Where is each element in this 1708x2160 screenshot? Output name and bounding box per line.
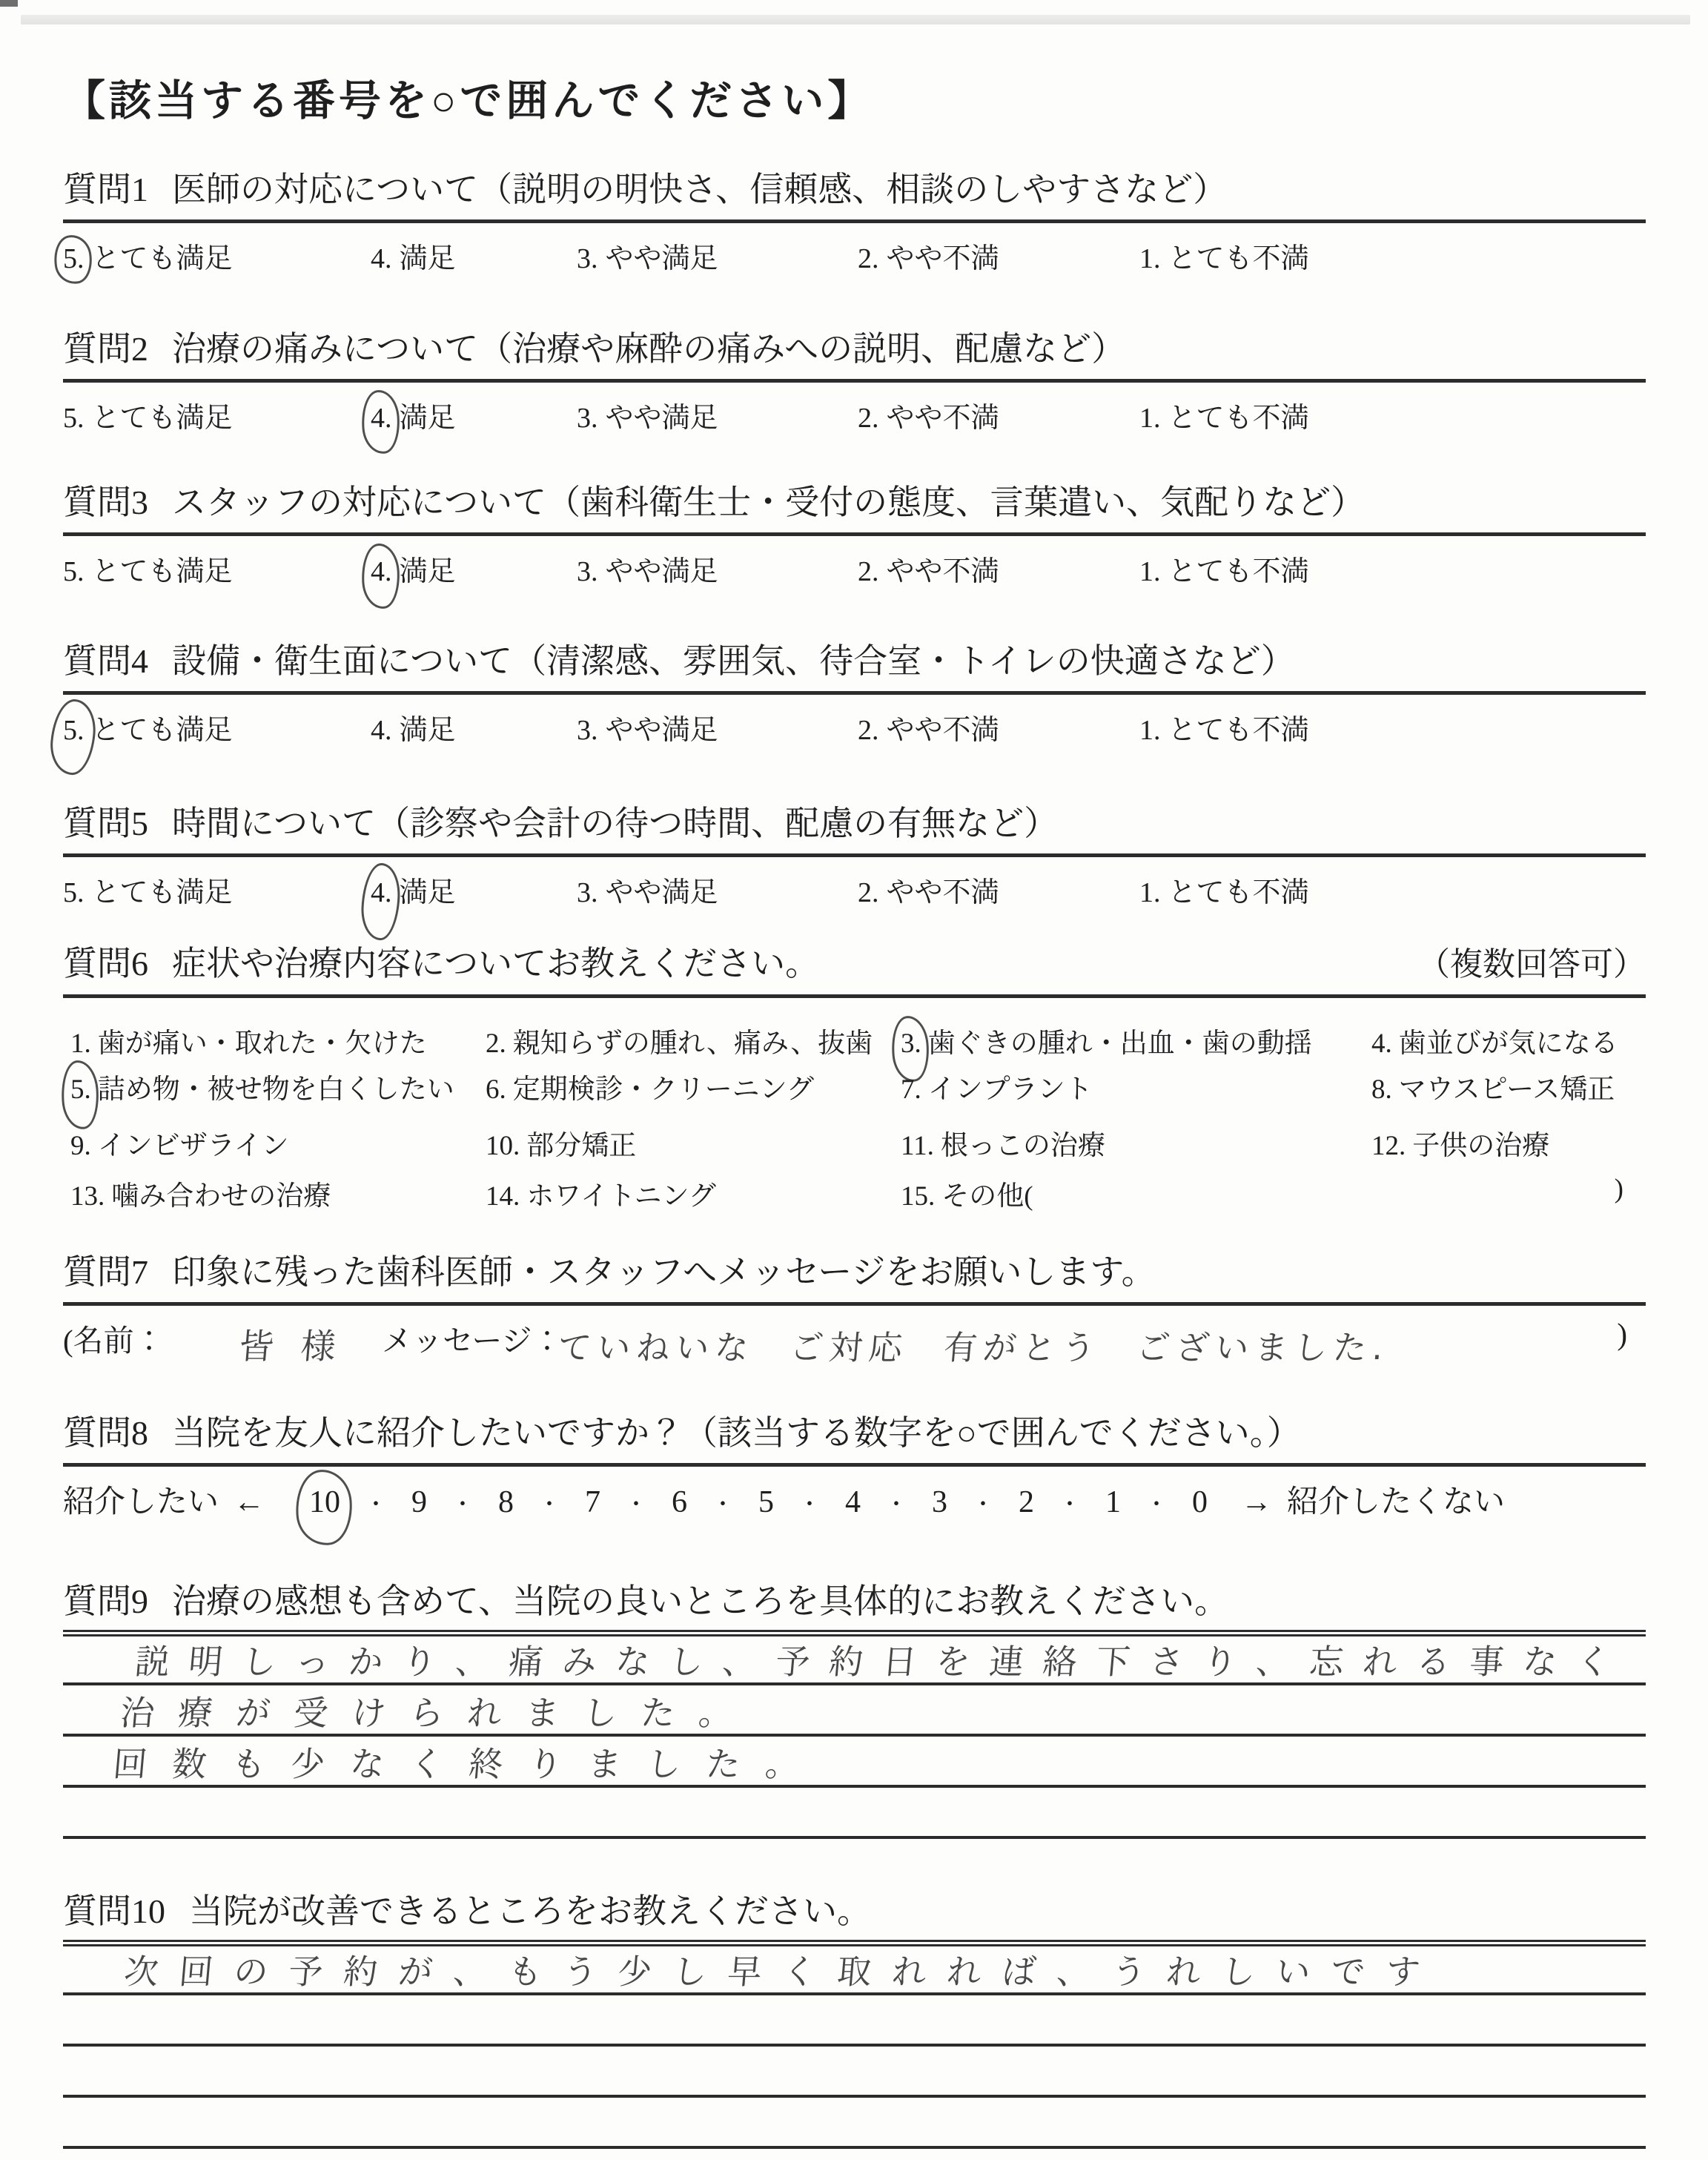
q3-option-1-number: 1.: [1139, 556, 1161, 587]
question-4-label: 質問4: [63, 642, 148, 680]
q3-option-2-number: 2.: [858, 556, 879, 587]
q6-option-1-number: 1.: [70, 1028, 91, 1059]
q2-option-5-label: とても満足: [91, 403, 233, 434]
q3-option-2: [858, 548, 999, 589]
q6-option-15-label: その他(: [941, 1181, 1033, 1212]
q8-separator-dot: ・: [712, 1493, 735, 1517]
q6-option-7-label: インプラント: [927, 1074, 1093, 1105]
q6-option-4: [1371, 1020, 1618, 1060]
q6-other-close-paren: ): [1614, 1174, 1623, 1204]
q6-option-2-number: 2.: [486, 1028, 506, 1059]
q8-separator-dot: ・: [365, 1493, 388, 1517]
q8-right-label: 紹介したくない: [1287, 1485, 1506, 1519]
q6-option-9-number: 9.: [70, 1131, 91, 1161]
question-1: [63, 169, 1646, 288]
q5-option-1: [1139, 869, 1309, 910]
q6-option-14-number: 14.: [486, 1181, 520, 1212]
question-5: [63, 803, 1646, 929]
q4-option-3-number: 3.: [577, 715, 598, 746]
q5-option-5-label: とても満足: [91, 877, 233, 908]
question-6-options: [63, 1020, 1646, 1228]
q9-answer-line-1: [63, 1636, 1646, 1685]
q3-option-5: [63, 548, 233, 589]
q6-option-5-number: 5.: [70, 1074, 91, 1105]
q3-option-3-number: 3.: [577, 556, 598, 587]
question-3: [63, 482, 1646, 601]
q2-option-3-label: やや満足: [605, 403, 718, 434]
question-4-topic: 設備・衛生面について（清潔感、雰囲気、待合室・トイレの快適さなど）: [172, 642, 1295, 680]
q3-option-5-label: とても満足: [91, 556, 233, 587]
q1-option-1-number: 1.: [1139, 243, 1161, 274]
q7-message-handwritten: ていねいな ご対応 有がとう ございました.: [556, 1328, 1391, 1367]
q1-option-4-label: 満足: [399, 243, 456, 274]
question-2-label: 質問2: [63, 330, 148, 368]
q1-option-5-number: 5.: [63, 243, 85, 274]
q6-option-12-label: 子供の治療: [1412, 1131, 1550, 1161]
q1-option-2: [858, 235, 999, 276]
q6-option-2-label: 親知らずの腫れ、痛み、抜歯: [512, 1028, 873, 1059]
q5-option-1-label: とても不満: [1168, 877, 1309, 908]
q5-option-2-label: やや不満: [886, 877, 999, 908]
question-2-topic: 治療の痛みについて（治療や麻酔の痛みへの説明、配慮など）: [172, 330, 1126, 368]
q2-option-4-label: 満足: [399, 403, 456, 434]
q5-option-2: [858, 869, 999, 910]
q10-answer-text-1: 次回の予約が、もう少し早く取れれば、うれしいです: [122, 1951, 1443, 1992]
q6-option-12: [1371, 1123, 1549, 1163]
q9-answer-text-1: 説明しっかり、痛みなし、予約日を連絡下さり、忘れる事なく: [133, 1641, 1632, 1682]
question-4-options: [63, 707, 1646, 756]
q7-answer-row: [63, 1316, 1646, 1373]
q4-option-3: [577, 707, 718, 747]
q8-right-arrow-icon: →: [1241, 1485, 1273, 1519]
q8-score-8: 8: [498, 1485, 514, 1519]
q8-score-0: 0: [1192, 1485, 1208, 1519]
q1-option-2-label: やや不満: [886, 243, 999, 274]
question-3-label: 質問3: [63, 483, 148, 521]
q3-option-3-label: やや満足: [605, 556, 718, 587]
q10-answer-line-3: [63, 2047, 1646, 2098]
q6-option-4-number: 4.: [1371, 1028, 1392, 1059]
q4-option-1-number: 1.: [1139, 715, 1161, 746]
question-1-options: [63, 235, 1646, 284]
q6-option-15-number: 15.: [901, 1181, 936, 1212]
q8-separator-dot: ・: [798, 1493, 821, 1517]
q4-option-5-number: 5.: [63, 715, 85, 746]
q6-option-12-number: 12.: [1371, 1131, 1406, 1161]
q8-score-tokens: [309, 1484, 1208, 1520]
q1-option-1: [1139, 235, 1309, 276]
q4-option-1: [1139, 707, 1309, 747]
question-10-heading: [63, 1891, 1646, 1946]
scan-artifact-strip: [21, 15, 1690, 24]
q5-option-4-label: 満足: [399, 877, 456, 908]
question-6-multi-answer-note: （複数回答可）: [1417, 946, 1646, 982]
q9-answer-line-4: [63, 1788, 1646, 1839]
q6-option-8-label: マウスピース矯正: [1398, 1074, 1615, 1105]
question-8-label: 質問8: [63, 1414, 148, 1452]
q8-score-7: 7: [585, 1485, 601, 1519]
q6-option-10: [486, 1123, 636, 1163]
question-7: [63, 1252, 1646, 1385]
question-8: [63, 1413, 1646, 1546]
q8-separator-dot: ・: [1059, 1493, 1082, 1517]
q5-option-2-number: 2.: [858, 877, 879, 908]
question-8-topic: 当院を友人に紹介したいですか？（該当する数字を○で囲んでください。）: [172, 1414, 1301, 1452]
q1-option-1-label: とても不満: [1168, 243, 1309, 274]
q8-separator-dot: ・: [885, 1493, 908, 1517]
q6-option-6-label: 定期検診・クリーニング: [512, 1074, 815, 1105]
q8-score-10: 10: [309, 1485, 341, 1519]
q7-message-label: メッセージ：: [382, 1324, 563, 1358]
question-6: [63, 943, 1646, 1232]
q1-option-3: [577, 235, 718, 276]
question-9-topic: 治療の感想も含めて、当院の良いところを具体的にお教えください。: [172, 1582, 1229, 1620]
q5-option-4-number: 4.: [371, 877, 392, 908]
question-8-heading: [63, 1413, 1646, 1467]
q4-option-2-label: やや不満: [886, 715, 999, 746]
q6-option-11: [901, 1123, 1105, 1163]
question-7-topic: 印象に残った歯科医師・スタッフへメッセージをお願いします。: [172, 1253, 1156, 1291]
q4-option-5: [63, 707, 233, 747]
q6-option-3: [901, 1020, 1312, 1060]
q6-option-14: [486, 1173, 716, 1213]
q8-separator-dot: ・: [538, 1493, 561, 1517]
question-6-topic: 症状や治療内容についてお教えください。: [172, 945, 820, 982]
q2-option-4: [371, 394, 456, 435]
q6-option-13: [70, 1173, 331, 1213]
question-6-label: 質問6: [63, 945, 148, 982]
question-4-heading: [63, 641, 1646, 695]
question-9: [63, 1581, 1646, 1848]
q1-option-4: [371, 235, 456, 276]
q8-score-6: 6: [672, 1485, 688, 1519]
q5-option-5-number: 5.: [63, 877, 85, 908]
question-1-topic: 医師の対応について（説明の明快さ、信頼感、相談のしやすさなど）: [172, 171, 1228, 208]
q1-option-5-label: とても満足: [91, 243, 233, 274]
question-3-heading: [63, 482, 1646, 536]
q6-option-1-label: 歯が痛い・取れた・欠けた: [97, 1028, 427, 1059]
q8-score-9: 9: [411, 1485, 428, 1519]
q8-left-label: 紹介したい: [63, 1485, 219, 1519]
question-10-label: 質問10: [63, 1892, 165, 1930]
q9-answer-line-2: [63, 1685, 1646, 1737]
question-5-topic: 時間について（診察や会計の待つ時間、配慮の有無など）: [172, 805, 1059, 842]
scan-corner-mark: [0, 0, 18, 7]
q6-option-3-number: 3.: [901, 1028, 921, 1059]
q6-option-4-label: 歯並びが気になる: [1398, 1028, 1618, 1059]
q4-option-2-number: 2.: [858, 715, 879, 746]
q1-option-3-number: 3.: [577, 243, 598, 274]
q4-option-3-label: やや満足: [605, 715, 718, 746]
q6-option-5: [70, 1066, 454, 1106]
q6-option-6-number: 6.: [486, 1074, 506, 1105]
q3-option-1: [1139, 548, 1309, 589]
q2-option-3: [577, 394, 718, 435]
question-2-options: [63, 394, 1646, 443]
q7-name-handwritten: 皆様: [237, 1327, 364, 1367]
q6-option-15: [901, 1173, 1033, 1213]
q6-option-8: [1371, 1066, 1615, 1106]
q4-option-2: [858, 707, 999, 747]
question-5-options: [63, 869, 1646, 918]
q8-score-4: 4: [845, 1485, 861, 1519]
q5-option-3-number: 3.: [577, 877, 598, 908]
q6-option-13-label: 噛み合わせの治療: [111, 1181, 331, 1212]
q3-option-1-label: とても不満: [1168, 556, 1309, 587]
q5-option-3: [577, 869, 718, 910]
q5-option-4: [371, 869, 456, 910]
q8-separator-dot: ・: [972, 1493, 995, 1517]
q6-option-9: [70, 1123, 289, 1163]
q8-score-2: 2: [1019, 1485, 1035, 1519]
q8-score-5: 5: [758, 1485, 775, 1519]
q2-option-1-label: とても不満: [1168, 403, 1309, 434]
q3-option-4-number: 4.: [371, 556, 392, 587]
question-2: [63, 328, 1646, 447]
q1-option-2-number: 2.: [858, 243, 879, 274]
question-5-label: 質問5: [63, 805, 148, 842]
question-7-heading: [63, 1252, 1646, 1306]
q9-answer-text-3: 回数も少なく終りました。: [111, 1743, 827, 1784]
q5-option-3-label: やや満足: [605, 877, 718, 908]
q9-answer-line-3: [63, 1737, 1646, 1788]
q6-option-7-number: 7.: [901, 1074, 921, 1105]
q2-option-3-number: 3.: [577, 403, 598, 434]
q7-name-label: (名前：: [63, 1324, 165, 1358]
question-10-topic: 当院が改善できるところをお教えください。: [189, 1892, 871, 1930]
page-title: 【該当する番号を○で囲んでください】: [63, 78, 874, 125]
q8-separator-dot: ・: [1145, 1493, 1168, 1517]
q2-option-2: [858, 394, 999, 435]
q9-answer-area: [63, 1636, 1646, 1839]
q1-option-5: [63, 235, 233, 276]
question-5-heading: [63, 803, 1646, 857]
q4-option-5-label: とても満足: [91, 715, 233, 746]
q3-option-5-number: 5.: [63, 556, 85, 587]
q8-score-3: 3: [932, 1485, 948, 1519]
q10-answer-line-1: [63, 1946, 1646, 1995]
q2-option-5: [63, 394, 233, 435]
q5-option-1-number: 1.: [1139, 877, 1161, 908]
question-3-options: [63, 548, 1646, 597]
q1-option-4-number: 4.: [371, 243, 392, 274]
question-9-label: 質問9: [63, 1582, 148, 1620]
q6-option-7: [901, 1066, 1093, 1106]
q6-option-9-label: インビザライン: [97, 1131, 289, 1161]
q8-scale-row: [63, 1477, 1646, 1522]
q8-separator-dot: ・: [625, 1493, 648, 1517]
q8-left-arrow-icon: ←: [234, 1485, 265, 1519]
q2-option-2-number: 2.: [858, 403, 879, 434]
q4-option-1-label: とても不満: [1168, 715, 1309, 746]
question-2-heading: [63, 328, 1646, 383]
question-6-heading: [63, 943, 1646, 998]
q2-option-1-number: 1.: [1139, 403, 1161, 434]
q3-option-3: [577, 548, 718, 589]
q6-option-11-number: 11.: [901, 1131, 934, 1161]
question-9-heading: [63, 1581, 1646, 1636]
q4-option-4-label: 満足: [399, 715, 456, 746]
q5-option-5: [63, 869, 233, 910]
q6-option-10-number: 10.: [486, 1131, 520, 1161]
q3-option-4: [371, 548, 456, 589]
q6-option-10-label: 部分矯正: [526, 1131, 637, 1161]
q8-score-1: 1: [1105, 1485, 1122, 1519]
question-10: [63, 1891, 1646, 2158]
q6-option-1: [70, 1020, 427, 1060]
q8-separator-dot: ・: [451, 1493, 474, 1517]
question-4: [63, 641, 1646, 767]
q2-option-2-label: やや不満: [886, 403, 999, 434]
q1-option-3-label: やや満足: [605, 243, 718, 274]
question-7-label: 質問7: [63, 1253, 148, 1291]
q7-close-paren: ): [1617, 1317, 1627, 1351]
q6-option-2: [486, 1020, 873, 1060]
q3-option-4-label: 満足: [399, 556, 456, 587]
question-1-heading: [63, 169, 1646, 223]
q6-option-3-label: 歯ぐきの腫れ・出血・歯の動揺: [927, 1028, 1312, 1059]
q2-option-4-number: 4.: [371, 403, 392, 434]
q4-option-4: [371, 707, 456, 747]
q6-option-6: [486, 1066, 814, 1106]
q2-option-5-number: 5.: [63, 403, 85, 434]
q2-option-1: [1139, 394, 1309, 435]
q9-answer-text-2: 治療が受けられました。: [119, 1692, 758, 1733]
question-1-label: 質問1: [63, 171, 148, 208]
q6-option-11-label: 根っこの治療: [940, 1131, 1105, 1161]
q10-answer-line-2: [63, 1995, 1646, 2047]
q6-option-13-number: 13.: [70, 1181, 105, 1212]
q4-option-4-number: 4.: [371, 715, 392, 746]
q10-answer-line-4: [63, 2098, 1646, 2149]
q6-option-8-number: 8.: [1371, 1074, 1392, 1105]
question-3-topic: スタッフの対応について（歯科衛生士・受付の態度、言葉遣い、気配りなど）: [172, 483, 1366, 521]
q3-option-2-label: やや不満: [886, 556, 999, 587]
q10-answer-area: [63, 1946, 1646, 2149]
q6-option-5-label: 詰め物・被せ物を白くしたい: [97, 1074, 454, 1105]
q6-option-14-label: ホワイトニング: [526, 1181, 716, 1212]
